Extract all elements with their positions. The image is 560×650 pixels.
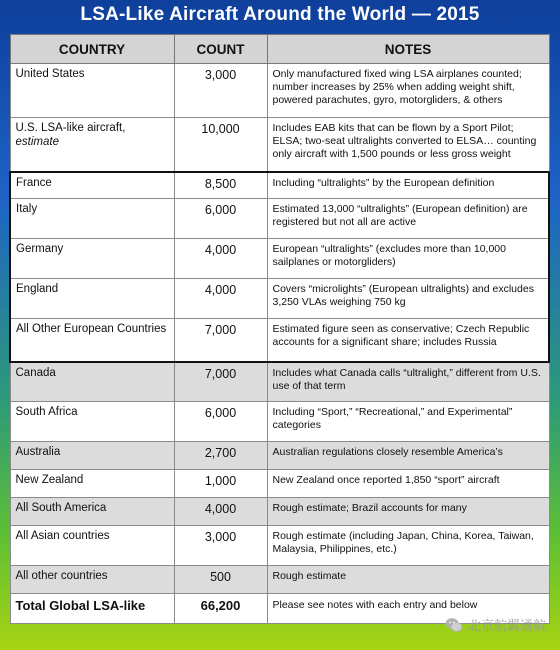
count-cell: 6,000 xyxy=(174,199,267,239)
count-cell: 4,000 xyxy=(174,239,267,279)
count-cell: 4,000 xyxy=(174,498,267,526)
notes-cell: Estimated 13,000 “ultralights” (European definition) are registered but not all are active xyxy=(267,199,549,239)
country-cell: Germany xyxy=(10,239,174,279)
total-label: Total Global LSA-like xyxy=(10,594,174,624)
total-count: 66,200 xyxy=(174,594,267,624)
notes-cell: Includes what Canada calls “ultralight,” different from U.S. use of that term xyxy=(267,362,549,402)
table-row xyxy=(10,526,549,566)
table-row xyxy=(10,118,549,172)
count-cell: 7,000 xyxy=(174,362,267,402)
header-count: COUNT xyxy=(174,35,267,64)
count-cell: 500 xyxy=(174,566,267,594)
notes-cell: Australian regulations closely resemble America’s xyxy=(267,442,549,470)
country-cell: All Asian countries xyxy=(10,526,174,566)
header-row xyxy=(10,35,549,64)
total-notes: Please see notes with each entry and below xyxy=(267,594,549,624)
notes-cell: Includes EAB kits that can be flown by a Sport Pilot; ELSA; two-seat ultralights converted to ELSA… counting only aircraft with 1,500 pounds or less gross weight xyxy=(267,118,549,172)
notes-cell: Including “Sport,” “Recreational,” and Experimental” categories xyxy=(267,402,549,442)
table-row xyxy=(10,442,549,470)
count-cell: 6,000 xyxy=(174,402,267,442)
table-row xyxy=(10,64,549,118)
notes-cell: Rough estimate (including Japan, China, Korea, Taiwan, Malaysia, Philippines, etc.) xyxy=(267,526,549,566)
notes-cell: European “ultralights” (excludes more than 10,000 sailplanes or motorgliders) xyxy=(267,239,549,279)
country-cell: England xyxy=(10,279,174,319)
notes-cell: New Zealand once reported 1,850 “sport” aircraft xyxy=(267,470,549,498)
table-row xyxy=(10,362,549,402)
country-cell: New Zealand xyxy=(10,470,174,498)
count-cell: 10,000 xyxy=(174,118,267,172)
count-cell: 1,000 xyxy=(174,470,267,498)
country-cell: United States xyxy=(10,64,174,118)
country-label: U.S. LSA-like aircraft, xyxy=(15,122,126,134)
country-cell: South Africa xyxy=(10,402,174,442)
country-cell: All other countries xyxy=(10,566,174,594)
table-row xyxy=(10,498,549,526)
count-cell: 3,000 xyxy=(174,526,267,566)
table-row xyxy=(10,172,549,199)
notes-cell: Only manufactured fixed wing LSA airplanes counted; number increases by 25% when adding weight shift, powered parachutes, gyro, motorgliders, & others xyxy=(267,64,549,118)
count-cell: 7,000 xyxy=(174,319,267,362)
country-cell: Canada xyxy=(10,362,174,402)
header-country: COUNTRY xyxy=(10,35,174,64)
count-cell: 2,700 xyxy=(174,442,267,470)
header-notes: NOTES xyxy=(267,35,549,64)
table-row xyxy=(10,279,549,319)
notes-cell: Covers “microlights” (European ultralights) and excludes 3,250 VLAs weighing 750 kg xyxy=(267,279,549,319)
table-row xyxy=(10,199,549,239)
notes-cell: Rough estimate xyxy=(267,566,549,594)
notes-cell: Estimated figure seen as conservative; Czech Republic accounts for a significant share; includes Russia xyxy=(267,319,549,362)
country-cell: France xyxy=(10,172,174,199)
country-note: estimate xyxy=(15,135,59,148)
table-row xyxy=(10,319,549,362)
country-cell: All South America xyxy=(10,498,174,526)
count-cell: 3,000 xyxy=(174,64,267,118)
table-row xyxy=(10,470,549,498)
wechat-icon xyxy=(445,617,463,633)
lsa-table xyxy=(9,34,550,624)
table-row xyxy=(10,402,549,442)
table-row xyxy=(10,239,549,279)
notes-cell: Rough estimate; Brazil accounts for many xyxy=(267,498,549,526)
count-cell: 4,000 xyxy=(174,279,267,319)
country-cell: Australia xyxy=(10,442,174,470)
country-cell: Italy xyxy=(10,199,174,239)
watermark xyxy=(445,615,546,634)
notes-cell: Including “ultralights” by the European definition xyxy=(267,172,549,199)
page-title: LSA-Like Aircraft Around the World — 2015 xyxy=(80,4,480,25)
count-cell: 8,500 xyxy=(174,172,267,199)
table-row xyxy=(10,566,549,594)
country-cell xyxy=(10,118,174,172)
country-cell: All Other European Countries xyxy=(10,319,174,362)
watermark-text: 北京航翼通航 xyxy=(467,619,546,634)
